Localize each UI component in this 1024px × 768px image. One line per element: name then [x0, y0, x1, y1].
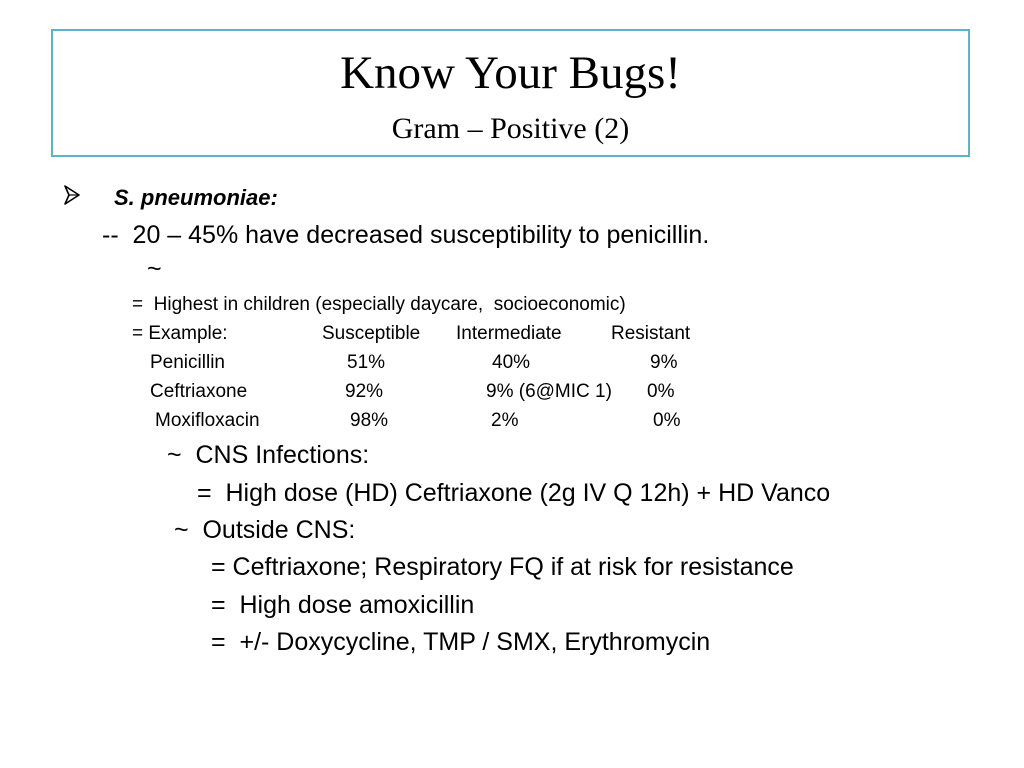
table-cell: 9% (6@MIC 1)	[486, 381, 612, 402]
table-header-resistant: Resistant	[611, 323, 691, 344]
table-cell: 92%	[345, 381, 384, 402]
arrow-bullet-icon	[64, 184, 80, 212]
tilde-marker: ~	[147, 255, 162, 283]
title-box	[51, 29, 970, 157]
table-header-intermediate: Intermediate	[456, 323, 562, 344]
organism-heading: S. pneumoniae:	[114, 185, 278, 210]
cns-treatment: = High dose (HD) Ceftriaxone (2g IV Q 12h) + HD Vanco	[197, 479, 831, 507]
table-cell: 0%	[647, 381, 675, 402]
example-label: = Example:	[132, 323, 228, 344]
outside-cns-treatment-2: = High dose amoxicillin	[211, 591, 475, 619]
table-row-drug: Moxifloxacin	[155, 410, 260, 431]
outside-cns-heading: ~ Outside CNS:	[174, 516, 356, 544]
table-cell: 51%	[347, 352, 386, 373]
table-cell: 9%	[650, 352, 678, 373]
highest-line: = Highest in children (especially daycare, socioeconomic)	[132, 294, 626, 315]
outside-cns-treatment-3: = +/- Doxycycline, TMP / SMX, Erythromycin	[211, 628, 711, 656]
table-row-drug: Penicillin	[150, 352, 225, 373]
outside-cns-treatment-1: = Ceftriaxone; Respiratory FQ if at risk for resistance	[211, 553, 794, 581]
table-cell: 40%	[492, 352, 531, 373]
slide-subtitle: Gram – Positive (2)	[391, 112, 630, 145]
table-cell: 0%	[653, 410, 681, 431]
cns-heading: ~ CNS Infections:	[167, 441, 370, 469]
table-cell: 2%	[491, 410, 519, 431]
table-header-susceptible: Susceptible	[322, 323, 421, 344]
table-row-drug: Ceftriaxone	[150, 381, 248, 402]
table-cell: 98%	[350, 410, 389, 431]
susceptibility-line: -- 20 – 45% have decreased susceptibility to penicillin.	[102, 221, 710, 249]
slide-title: Know Your Bugs!	[340, 47, 681, 99]
